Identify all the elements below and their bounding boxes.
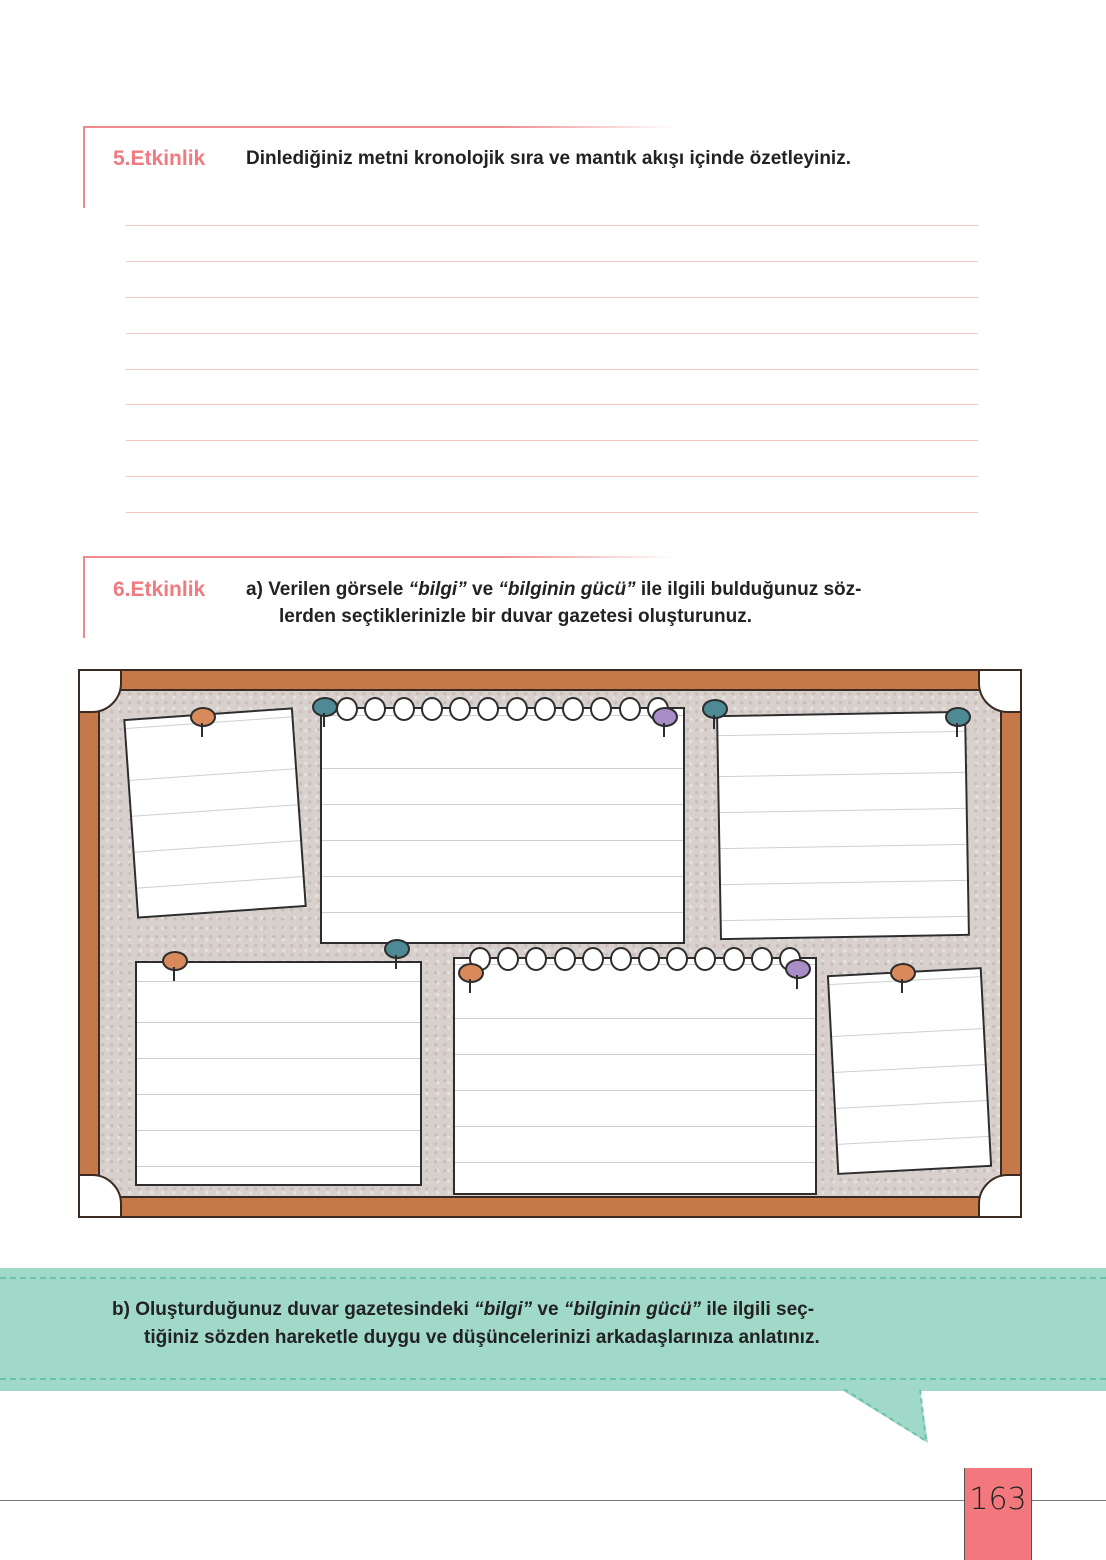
footer-rule — [0, 1500, 1106, 1501]
part-a-quote1: “bilgi” — [408, 579, 467, 600]
part-a-text: ile ilgili bulduğunuz söz- — [635, 579, 862, 600]
spiral-note-paper[interactable] — [453, 957, 817, 1195]
part-b-quote2: “bilginin gücü” — [563, 1299, 702, 1320]
note-paper[interactable] — [827, 967, 992, 1175]
writing-line — [126, 512, 978, 513]
part-b-text: ve — [532, 1299, 564, 1320]
part-b-quote1: “bilgi” — [474, 1299, 533, 1320]
writing-line — [126, 261, 978, 262]
speech-bubble-tail — [830, 1389, 940, 1449]
note-paper[interactable] — [716, 711, 970, 940]
pushpin-icon — [785, 959, 811, 979]
activity6-part-a — [246, 576, 862, 630]
activity5-label: 5.Etkinlik — [113, 147, 206, 170]
spiral-rings — [336, 697, 669, 721]
pushpin-icon — [312, 697, 338, 717]
part-b-line2: tiğiniz sözden hareketle duygu ve düşüncelerinizi arkadaşlarınıza anlatınız. — [144, 1327, 820, 1348]
part-a-text: Verilen görsele — [268, 579, 409, 600]
part-a-quote2: “bilginin gücü” — [498, 579, 636, 600]
activity6-label: 6.Etkinlik — [113, 578, 206, 601]
activity5-instruction: Dinlediğiniz metni kronolojik sıra ve mantık akışı içinde özetleyiniz. — [246, 148, 851, 169]
spiral-rings — [469, 947, 801, 971]
pushpin-icon — [652, 707, 678, 727]
pushpin-icon — [162, 951, 188, 971]
activity6-part-b — [112, 1296, 820, 1352]
spiral-note-paper[interactable] — [320, 707, 685, 944]
pushpin-icon — [458, 963, 484, 983]
part-a-marker: a) — [246, 579, 263, 600]
page-number: 163 — [964, 1468, 1032, 1560]
part-b-text: ile ilgili seç- — [701, 1299, 815, 1320]
note-paper[interactable] — [123, 707, 307, 918]
writing-line — [126, 297, 978, 298]
note-paper[interactable] — [135, 961, 422, 1186]
pushpin-icon — [890, 963, 916, 983]
corkboard — [78, 669, 1022, 1218]
pushpin-icon — [702, 699, 728, 719]
writing-line — [126, 333, 978, 334]
writing-line — [126, 225, 978, 226]
writing-line — [126, 476, 978, 477]
pushpin-icon — [384, 939, 410, 959]
pushpin-icon — [190, 707, 216, 727]
part-a-text: ve — [466, 579, 499, 600]
writing-line — [126, 440, 978, 441]
pushpin-icon — [945, 707, 971, 727]
part-a-line2: lerden seçtiklerinizle bir duvar gazetesi oluşturunuz. — [279, 606, 753, 627]
writing-line — [126, 369, 978, 370]
writing-line — [126, 404, 978, 405]
part-b-marker: b) — [112, 1299, 130, 1320]
part-b-text: Oluşturduğunuz duvar gazetesindeki — [135, 1299, 475, 1320]
